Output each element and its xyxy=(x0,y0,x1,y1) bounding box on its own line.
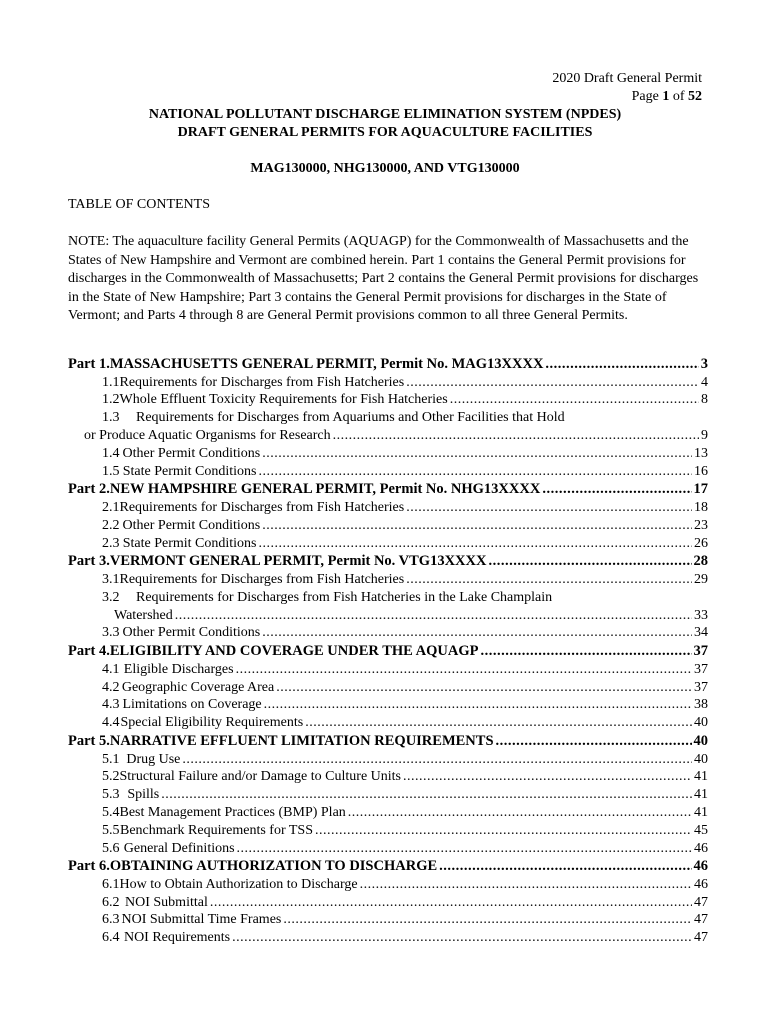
toc-leader-dots xyxy=(542,480,691,499)
toc-entry-text: Special Eligibility Requirements xyxy=(120,715,304,731)
toc-entry-text: Requirements for Discharges from Aquariums and Other Facilities that Hold xyxy=(136,410,565,426)
toc-page-number: 37 xyxy=(693,643,708,660)
toc-entry[interactable] xyxy=(68,624,708,642)
toc-entry[interactable] xyxy=(68,822,708,840)
toc-entry[interactable] xyxy=(68,876,708,894)
toc-leader-dots xyxy=(439,857,691,876)
toc-entry-text: Other Permit Conditions xyxy=(122,517,261,533)
toc-entry-text: Watershed xyxy=(114,607,173,623)
toc-page-number: 34 xyxy=(694,625,708,641)
toc-page-number: 29 xyxy=(694,571,708,587)
toc-page-number: 41 xyxy=(694,769,708,785)
toc-leader-dots xyxy=(264,696,692,714)
toc-part-entry[interactable] xyxy=(68,480,708,499)
note-paragraph: NOTE: The aquaculture facility General Permits (AQUAGP) for the Commonwealth of Massachusetts and the States of New Hampshire and Vermont are combined herein. Part 1 contains the General Permit provisions for discharges in the Commonwealth of Massachusetts; Part 2 contains the General Permit provisions for discharges in the State of New Hampshire; Part 3 contains the General Permit provisions for discharges in the State of Vermont; and Parts 4 through 8 are General Permit provisions common to all three General Permits. xyxy=(68,234,699,323)
toc-leader-dots xyxy=(403,768,692,786)
toc-entry-text: NEW HAMPSHIRE GENERAL PERMIT, Permit No. NHG13XXXX xyxy=(109,481,541,498)
toc-entry-number: 5.4 xyxy=(102,804,120,820)
toc-entry[interactable] xyxy=(68,535,708,553)
toc-entry-number: 4.2 xyxy=(102,679,120,695)
toc-entry-text: Spills xyxy=(127,787,160,803)
toc-entry[interactable] xyxy=(68,607,708,625)
toc-leader-dots xyxy=(545,355,698,374)
document-title-line2: DRAFT GENERAL PERMITS FOR AQUACULTURE FACILITIES xyxy=(177,125,593,140)
toc-page-number: 46 xyxy=(694,840,708,856)
toc-entry-number: 1.2 xyxy=(102,392,120,408)
toc-entry[interactable] xyxy=(68,589,708,607)
toc-entry-text: Requirements for Discharges from Fish Hatcheries xyxy=(119,571,405,587)
toc-entry-text: Requirements for Discharges from Fish Hatcheries in the Lake Champlain xyxy=(136,589,553,605)
toc-entry-number: 5.2 xyxy=(102,769,120,785)
toc-entry-text: Requirements for Discharges from Fish Hatcheries xyxy=(119,499,405,515)
toc-page-number: 47 xyxy=(694,930,708,946)
toc-entry[interactable] xyxy=(68,409,708,427)
toc-page-number: 8 xyxy=(701,392,708,408)
toc-leader-dots xyxy=(315,822,692,840)
toc-leader-dots xyxy=(406,499,692,517)
toc-page-number: 18 xyxy=(694,499,708,515)
toc-leader-dots xyxy=(262,445,692,463)
toc-page-number: 37 xyxy=(694,661,708,677)
toc-entry-text: State Permit Conditions xyxy=(122,535,257,551)
toc-entry[interactable] xyxy=(68,427,708,445)
toc-leader-dots xyxy=(496,732,692,751)
document-title-line1: NATIONAL POLLUTANT DISCHARGE ELIMINATION SYSTEM (NPDES) xyxy=(148,107,622,122)
toc-entry-text: General Definitions xyxy=(123,840,235,856)
toc-leader-dots xyxy=(237,840,692,858)
toc-entry[interactable] xyxy=(68,751,708,769)
toc-entry-number: 5.3 xyxy=(102,787,120,803)
toc-leader-dots xyxy=(283,911,692,929)
toc-entry-text: ELIGIBILITY AND COVERAGE UNDER THE AQUAGP xyxy=(109,643,479,660)
toc-entry[interactable] xyxy=(68,696,708,714)
toc-page-number: 47 xyxy=(694,894,708,910)
page-number: Page 1 of 52 xyxy=(631,89,702,104)
toc-leader-dots xyxy=(360,876,692,894)
toc-page-number: 26 xyxy=(694,535,708,551)
toc-entry-text: VERMONT GENERAL PERMIT, Permit No. VTG13XXXX xyxy=(109,553,487,570)
toc-page-number: 40 xyxy=(693,732,708,749)
toc-entry-number: 5.6 xyxy=(102,840,120,856)
toc-entry-number: 2.2 xyxy=(102,517,120,533)
toc-page-number: 28 xyxy=(693,553,708,570)
toc-page-number: 23 xyxy=(694,517,708,533)
toc-leader-dots xyxy=(276,679,692,697)
toc-entry-text: Limitations on Coverage xyxy=(122,697,262,713)
toc-entry[interactable] xyxy=(68,804,708,822)
toc-entry-text: Other Permit Conditions xyxy=(122,625,261,641)
toc-leader-dots xyxy=(236,661,692,679)
toc-entry-text: Drug Use xyxy=(126,751,181,767)
toc-entry[interactable] xyxy=(68,571,708,589)
toc-entry-text: NOI Submittal xyxy=(125,894,208,910)
toc-entry[interactable] xyxy=(68,463,708,481)
toc-entry-number: 3.2 xyxy=(102,589,120,605)
toc-entry-number: 4.1 xyxy=(102,661,120,677)
toc-leader-dots xyxy=(481,642,692,661)
toc-leader-dots xyxy=(450,391,699,409)
toc-entry[interactable] xyxy=(68,499,708,517)
toc-leader-dots xyxy=(232,929,692,947)
toc-entry-text: Best Management Practices (BMP) Plan xyxy=(119,804,346,820)
toc-page-number: 45 xyxy=(694,822,708,838)
toc-entry-number: 4.4 xyxy=(102,715,120,731)
toc-leader-dots xyxy=(258,463,692,481)
toc-entry[interactable] xyxy=(68,894,708,912)
toc-part-entry[interactable] xyxy=(68,642,708,661)
page-header xyxy=(552,70,702,106)
toc-leader-dots xyxy=(488,552,691,571)
toc-entry-number: 6.2 xyxy=(102,894,120,910)
toc-heading: TABLE OF CONTENTS xyxy=(68,197,210,212)
toc-page-number: 16 xyxy=(694,463,708,479)
toc-leader-dots xyxy=(258,535,692,553)
toc-entry-text: Structural Failure and/or Damage to Culture Units xyxy=(119,769,401,785)
toc-entry-number: 2.3 xyxy=(102,535,120,551)
toc-part-entry[interactable] xyxy=(68,857,708,876)
toc-leader-dots xyxy=(348,804,692,822)
toc-entry-number: 6.4 xyxy=(102,930,120,946)
toc-entry[interactable] xyxy=(68,768,708,786)
toc-entry-number: 1.3 xyxy=(102,410,120,426)
toc-page-number: 3 xyxy=(700,356,708,372)
toc-leader-dots xyxy=(406,571,692,589)
toc-page-number: 46 xyxy=(694,876,708,892)
toc-entry-text: How to Obtain Authorization to Discharge xyxy=(119,876,358,892)
draft-label: 2020 Draft General Permit xyxy=(552,71,702,86)
toc-leader-dots xyxy=(175,607,692,625)
toc-entry[interactable] xyxy=(68,517,708,535)
toc-entry-number: Part 1. xyxy=(68,356,110,372)
toc-leader-dots xyxy=(262,517,692,535)
toc-entry-number: 1.4 xyxy=(102,445,120,461)
toc-entry-number: 2.1 xyxy=(102,499,120,515)
toc-entry-text: OBTAINING AUTHORIZATION TO DISCHARGE xyxy=(109,858,438,875)
toc-entry-number: 1.5 xyxy=(102,463,120,479)
toc-page-number: 46 xyxy=(693,858,708,875)
toc-page-number: 47 xyxy=(694,912,708,928)
toc-entry-number: 3.1 xyxy=(102,571,120,587)
toc-entry-text: Benchmark Requirements for TSS xyxy=(120,822,313,838)
toc-page-number: 37 xyxy=(694,679,708,695)
toc-entry-text: Other Permit Conditions xyxy=(122,445,261,461)
toc-entry-text: or Produce Aquatic Organisms for Research xyxy=(84,427,331,443)
toc-page-number: 4 xyxy=(701,374,708,390)
toc-entry-number: 1.1 xyxy=(102,374,120,390)
toc-page-number: 40 xyxy=(694,751,708,767)
toc-entry-text: Requirements for Discharges from Fish Hatcheries xyxy=(119,374,405,390)
toc-entry-text: Eligible Discharges xyxy=(123,661,234,677)
toc-entry-number: 3.3 xyxy=(102,625,120,641)
toc-page-number: 17 xyxy=(693,481,708,498)
toc-entry[interactable] xyxy=(68,679,708,697)
toc-entry[interactable] xyxy=(68,840,708,858)
toc-entry-number: Part 3. xyxy=(68,553,110,570)
toc-entry-text: NOI Requirements xyxy=(123,930,231,946)
toc-page-number: 41 xyxy=(694,804,708,820)
toc-entry-text: Whole Effluent Toxicity Requirements for Fish Hatcheries xyxy=(119,392,448,408)
toc-leader-dots xyxy=(262,624,692,642)
toc-entry-number: 4.3 xyxy=(102,697,120,713)
toc-entry-text: MASSACHUSETTS GENERAL PERMIT, Permit No. MAG13XXXX xyxy=(109,356,544,372)
toc-entry-number: 6.1 xyxy=(102,876,120,892)
toc-entry[interactable] xyxy=(68,374,708,392)
toc-entry-number: Part 2. xyxy=(68,481,110,498)
toc-leader-dots xyxy=(406,374,699,392)
toc-page-number: 33 xyxy=(694,607,708,623)
toc-entry[interactable] xyxy=(68,445,708,463)
toc-page-number: 13 xyxy=(694,445,708,461)
toc-entry[interactable] xyxy=(68,929,708,947)
toc-entry-number: 6.3 xyxy=(102,912,120,928)
toc-page-number: 9 xyxy=(701,427,708,443)
toc-leader-dots xyxy=(210,894,692,912)
table-of-contents xyxy=(68,355,708,947)
toc-part-entry[interactable] xyxy=(68,552,708,571)
toc-entry-text: State Permit Conditions xyxy=(122,463,257,479)
toc-page-number: 40 xyxy=(694,715,708,731)
toc-entry-number: Part 4. xyxy=(68,643,110,660)
toc-entry[interactable] xyxy=(68,391,708,409)
toc-page-number: 38 xyxy=(694,697,708,713)
toc-entry[interactable] xyxy=(68,786,708,804)
toc-entry[interactable] xyxy=(68,661,708,679)
toc-leader-dots xyxy=(333,427,699,445)
toc-entry[interactable] xyxy=(68,911,708,929)
permit-numbers: MAG130000, NHG130000, AND VTG130000 xyxy=(250,161,520,176)
toc-entry-number: 5.5 xyxy=(102,822,120,838)
toc-page-number: 41 xyxy=(694,787,708,803)
toc-entry-text: NOI Submittal Time Frames xyxy=(121,912,282,928)
toc-part-entry[interactable] xyxy=(68,355,708,374)
toc-leader-dots xyxy=(182,751,692,769)
toc-part-entry[interactable] xyxy=(68,732,708,751)
toc-entry-number: Part 6. xyxy=(68,858,110,875)
toc-leader-dots xyxy=(305,714,692,732)
toc-entry-number: 5.1 xyxy=(102,751,120,767)
toc-entry-text: NARRATIVE EFFLUENT LIMITATION REQUIREMENTS xyxy=(109,732,494,749)
toc-entry[interactable] xyxy=(68,714,708,732)
toc-entry-number: Part 5. xyxy=(68,732,110,749)
toc-entry-text: Geographic Coverage Area xyxy=(121,679,275,695)
toc-leader-dots xyxy=(161,786,692,804)
